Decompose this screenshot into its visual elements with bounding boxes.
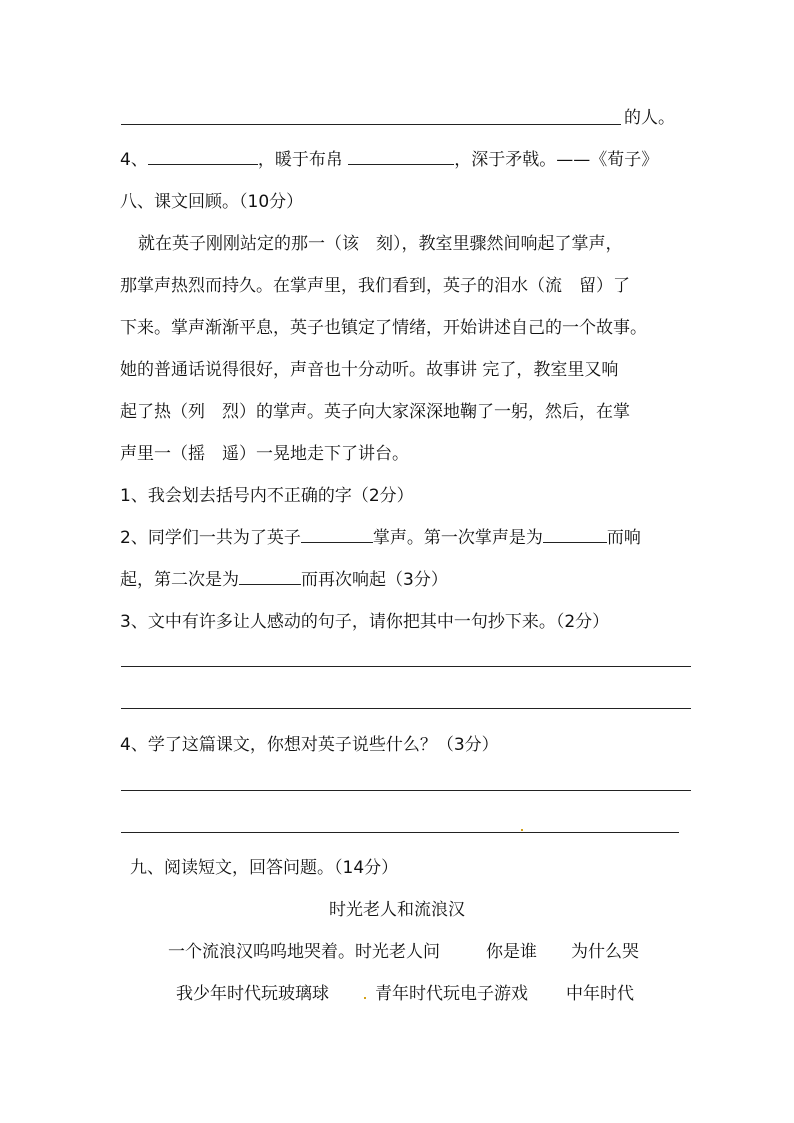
answer-line[interactable] [121, 708, 691, 709]
answer-line[interactable] [121, 666, 691, 667]
question-2: 2、同学们一共为了英子 掌声。第一次掌声是为 而响 [120, 528, 641, 548]
question-2-cont: 起，第二次是为 而再次响起（3分） [120, 570, 448, 590]
passage-line: 下来。掌声渐渐平息，英子也镇定了情绪，开始讲述自己的一个故事。 [120, 318, 647, 338]
passage-line: 那掌声热烈而持久。在掌声里，我们看到，英子的泪水（流 留）了 [120, 276, 630, 296]
answer-line[interactable] [121, 790, 691, 791]
mark-dot [364, 997, 366, 999]
story-line: 一个流浪汉呜呜地哭着。时光老人问 你是谁 为什么哭 [168, 942, 639, 962]
mark-dot [521, 829, 523, 831]
question-4: 4、学了这篇课文，你想对英子说些什么？（3分） [120, 735, 499, 755]
passage-line: 就在英子刚刚站定的那一（该 刻），教室里骤然间响起了掌声， [138, 234, 623, 254]
question-1: 1、我会划去括号内不正确的字（2分） [120, 486, 414, 506]
question-3: 3、文中有许多让人感动的句子，请你把其中一句抄下来。（2分） [120, 612, 610, 632]
section-heading: 九、阅读短文，回答问题。（14分） [130, 858, 399, 878]
answer-blank[interactable] [543, 526, 607, 543]
answer-blank[interactable] [301, 526, 373, 543]
answer-blank[interactable] [148, 148, 258, 165]
passage-line: 声里一（摇 遥）一晃地走下了讲台。 [120, 444, 409, 464]
section-heading: 八、课文回顾。（10分） [120, 192, 304, 212]
text-tail: 的人。 [624, 108, 675, 128]
passage-line: 起了热（列 烈）的掌声。英子向大家深深地鞠了一躬，然后，在掌 [120, 402, 630, 422]
story-title: 时光老人和流浪汉 [329, 900, 465, 920]
question-4-quote: 4、 ，暖于布帛 ，深于矛戟。——《荀子》 [120, 150, 659, 170]
answer-blank[interactable] [239, 568, 301, 585]
story-line: 我少年时代玩玻璃球 青年时代玩电子游戏 中年时代 [176, 984, 634, 1004]
passage-line: 她的普通话说得很好，声音也十分动听。故事讲 完了，教室里又响 [120, 360, 619, 380]
answer-blank[interactable] [348, 148, 454, 165]
answer-line[interactable] [121, 124, 621, 125]
answer-line[interactable] [121, 832, 679, 833]
text-line [624, 106, 675, 130]
